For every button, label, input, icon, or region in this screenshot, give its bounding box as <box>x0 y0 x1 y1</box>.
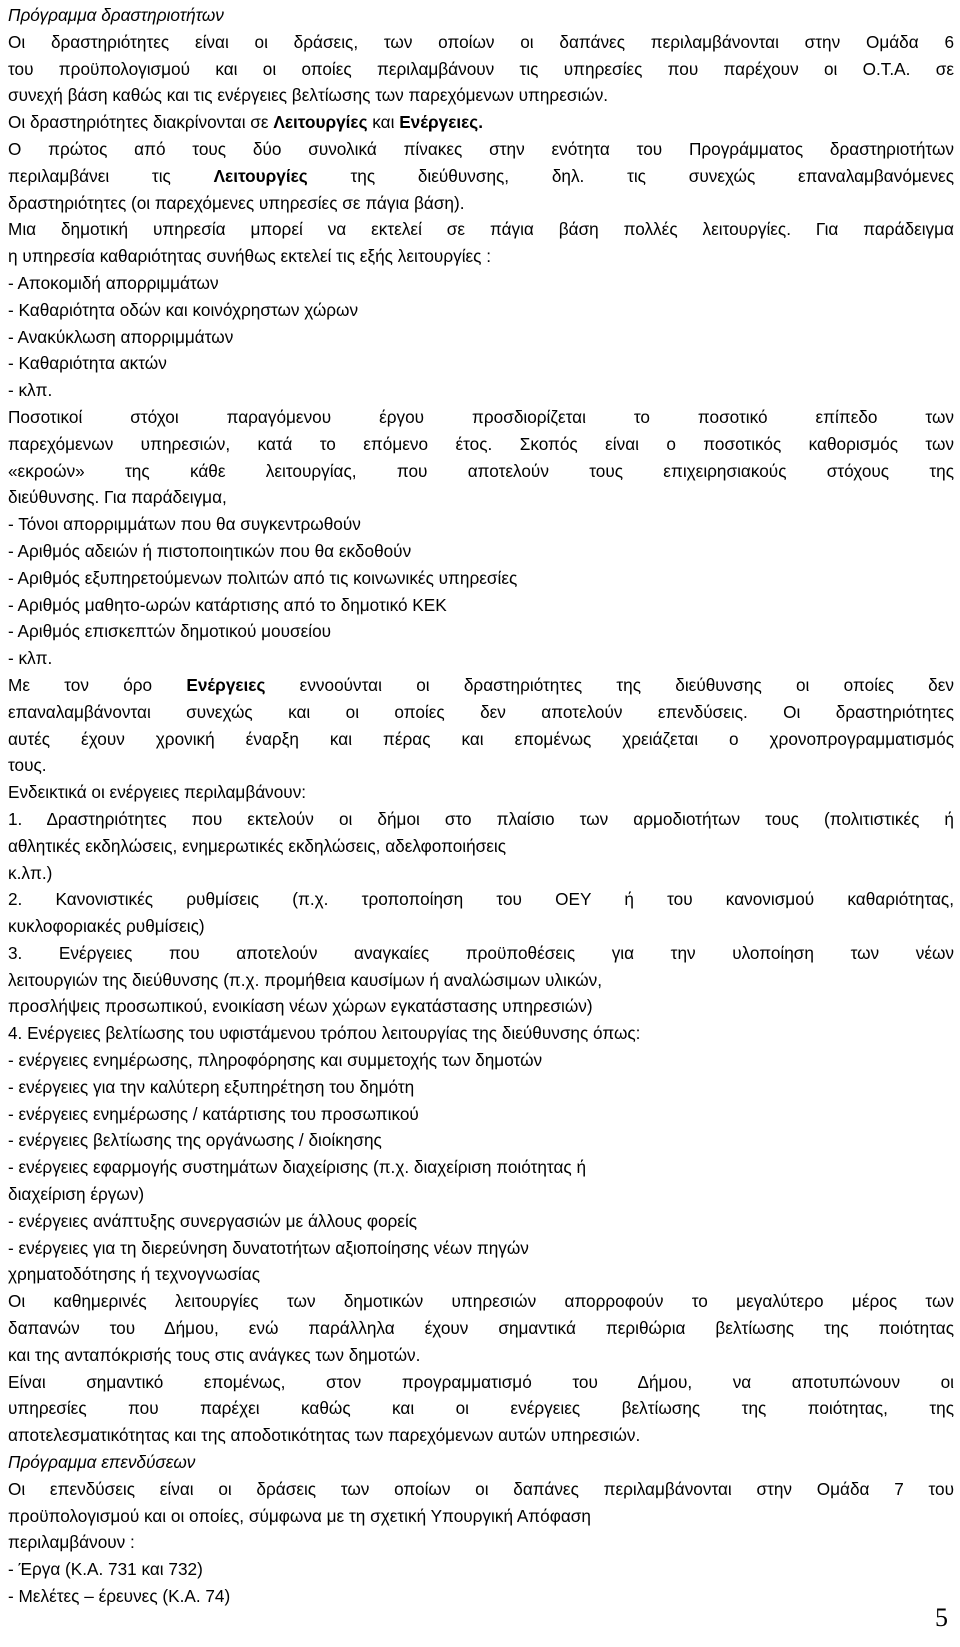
bold-term-actions: Ενέργειες <box>186 674 266 695</box>
paragraph-line: αυτές έχουν χρονική έναρξη και πέρας και επομένως χρειάζεται ο χρονοπρογραμματισμός <box>8 728 954 749</box>
numbered-item-line: 3. Ενέργειες που αποτελούν αναγκαίες προϋποθέσεις για την υλοποίηση των νέων <box>8 942 954 963</box>
list-item: - Αποκομιδή απορριμμάτων <box>8 272 219 293</box>
list-item: - ενέργειες για την καλύτερη εξυπηρέτηση του δημότη <box>8 1076 415 1097</box>
section-heading-investments: Πρόγραμμα επενδύσεων <box>8 1452 196 1473</box>
paragraph-line: Ενδεικτικά οι ενέργειες περιλαμβάνουν: <box>8 782 307 803</box>
numbered-item-line: προσλήψεις προσωπικού, ενοικίαση νέων χώρων εγκατάστασης υπηρεσιών) <box>8 996 593 1017</box>
paragraph-line: δραστηριότητες (οι παρεχόμενες υπηρεσίες σε πάγια βάση). <box>8 192 465 213</box>
list-item: - Τόνοι απορριμμάτων που θα συγκεντρωθούν <box>8 514 361 535</box>
text-run: της διεύθυνσης, δηλ. τις συνεχώς επαναλαμβανόμενες <box>307 165 954 186</box>
paragraph-line: περιλαμβάνουν : <box>8 1532 135 1553</box>
text-run: Οι δραστηριότητες διακρίνονται σε <box>8 112 274 133</box>
paragraph-line: αποτελεσματικότητας και της αποδοτικότητας των παρεχόμενων αυτών υπηρεσιών. <box>8 1425 641 1446</box>
list-item: - Έργα (Κ.Α. 731 και 732) <box>8 1559 203 1580</box>
list-item: - ενέργειες βελτίωσης της οργάνωσης / διοίκησης <box>8 1130 382 1151</box>
text-run: και <box>367 112 400 133</box>
paragraph-line: Οι δραστηριότητες είναι οι δράσεις, των οποίων οι δαπάνες περιλαμβάνονται στην Ομάδα 6 <box>8 31 954 52</box>
list-item: - Καθαριότητα ακτών <box>8 353 167 374</box>
paragraph-line: Μια δημοτική υπηρεσία μπορεί να εκτελεί σε πάγια βάση πολλές λειτουργίες. Για παράδειγμα <box>8 219 954 240</box>
list-item: - Ανακύκλωση απορριμμάτων <box>8 326 234 347</box>
list-item: - Αριθμός εξυπηρετούμενων πολιτών από τις κοινωνικές υπηρεσίες <box>8 567 518 588</box>
list-item: - ενέργειες ανάπτυξης συνεργασιών με άλλους φορείς <box>8 1210 418 1231</box>
list-item: διαχείριση έργων) <box>8 1184 145 1205</box>
text-run: εννοούνται οι δραστηριότητες της διεύθυνσης οι οποίες δεν <box>265 674 955 695</box>
list-item: - ενέργειες ενημέρωσης / κατάρτισης του προσωπικού <box>8 1103 419 1124</box>
paragraph-line: Ποσοτικοί στόχοι παραγόμενου έργου προσδιορίζεται το ποσοτικό επίπεδο των <box>8 406 954 427</box>
list-item: - κλπ. <box>8 648 53 669</box>
list-item: χρηματοδότησης ή τεχνογνωσίας <box>8 1264 260 1285</box>
bold-term-actions: Ενέργειες <box>399 112 479 133</box>
paragraph-line: και της ανταπόκρισής τους στις ανάγκες των δημοτών. <box>8 1344 421 1365</box>
numbered-item-line: λειτουργιών της διεύθυνσης (π.χ. προμήθεια καυσίμων ή αναλώσιμων υλικών, <box>8 969 603 990</box>
list-item: - Αριθμός μαθητο-ωρών κατάρτισης από το δημοτικό ΚΕΚ <box>8 594 447 615</box>
list-item: - Μελέτες – έρευνες (Κ.Α. 74) <box>8 1586 231 1607</box>
numbered-item-line: 4. Ενέργειες βελτίωσης του υφιστάμενου τρόπου λειτουργίας της διεύθυνσης όπως: <box>8 1023 641 1044</box>
section-heading-activities: Πρόγραμμα δραστηριοτήτων <box>8 5 224 25</box>
numbered-item-line: αθλητικές εκδηλώσεις, ενημερωτικές εκδηλώσεις, αδελφοποιήσεις <box>8 835 507 856</box>
numbered-item-line: κ.λπ.) <box>8 862 53 883</box>
list-item: - Καθαριότητα οδών και κοινόχρηστων χώρων <box>8 299 359 320</box>
numbered-item-line: κυκλοφοριακές ρυθμίσεις) <box>8 916 205 937</box>
paragraph-line: επαναλαμβάνονται συνεχώς και οι οποίες δεν αποτελούν επενδύσεις. Οι δραστηριότητες <box>8 701 954 722</box>
paragraph-line: του προϋπολογισμού και οι οποίες περιλαμβάνουν τις υπηρεσίες που παρέχουν οι Ο.Τ.Α. σε <box>8 58 954 79</box>
paragraph-line: τους. <box>8 755 47 776</box>
numbered-item-line: 1. Δραστηριότητες που εκτελούν οι δήμοι στο πλαίσιο των αρμοδιοτήτων τους (πολιτιστικές ή <box>8 808 954 829</box>
list-item: - Αριθμός αδειών ή πιστοποιητικών που θα εκδοθούν <box>8 540 412 561</box>
paragraph-line <box>8 163 954 190</box>
list-item: - ενέργειες ενημέρωσης, πληροφόρησης και συμμετοχής των δημοτών <box>8 1050 543 1071</box>
paragraph-line: Οι επενδύσεις είναι οι δράσεις των οποίων οι δαπάνες περιλαμβάνονται στην Ομάδα 7 του <box>8 1478 954 1499</box>
page-number: 5 <box>935 1603 948 1632</box>
paragraph-line: Ο πρώτος από τους δύο συνολικά πίνακες στην ενότητα του Προγράμματος δραστηριοτήτων <box>8 138 954 159</box>
bold-term-functions: Λειτουργίες <box>213 165 308 186</box>
document-body <box>8 2 954 1610</box>
paragraph-line: Είναι σημαντικό επομένως, στον προγραμματισμό του Δήμου, να αποτυπώνουν οι <box>8 1371 954 1392</box>
paragraph-line: συνεχή βάση καθώς και τις ενέργειες βελτίωσης των παρεχόμενων υπηρεσιών. <box>8 85 609 106</box>
list-item: - κλπ. <box>8 380 53 401</box>
paragraph-line: η υπηρεσία καθαριότητας συνήθως εκτελεί τις εξής λειτουργίες : <box>8 246 492 267</box>
numbered-item-line: 2. Κανονιστικές ρυθμίσεις (π.χ. τροποποίηση του ΟΕΥ ή του κανονισμού καθαριότητας, <box>8 889 954 910</box>
paragraph-line: διεύθυνσης. Για παράδειγμα, <box>8 487 227 508</box>
paragraph-line: παρεχόμενων υπηρεσιών, κατά το επόμενο έτος. Σκοπός είναι ο ποσοτικός καθορισμός των <box>8 433 954 454</box>
paragraph-line: Οι καθημερινές λειτουργίες των δημοτικών υπηρεσιών απορροφούν το μεγαλύτερο μέρος των <box>8 1291 954 1312</box>
list-item: - Αριθμός επισκεπτών δημοτικού μουσείου <box>8 621 332 642</box>
text-run: περιλαμβάνει τις <box>8 165 214 186</box>
paragraph-line <box>8 109 954 136</box>
list-item: - ενέργειες εφαρμογής συστημάτων διαχείρισης (π.χ. διαχείριση ποιότητας ή <box>8 1157 587 1178</box>
text-run: . <box>478 112 483 133</box>
paragraph-line: «εκροών» της κάθε λειτουργίας, που αποτελούν τους επιχειρησιακούς στόχους της <box>8 460 954 481</box>
list-item: - ενέργειες για τη διερεύνηση δυνατοτήτων αξιοποίησης νέων πηγών <box>8 1237 529 1258</box>
bold-term-functions: Λειτουργίες <box>273 112 368 133</box>
paragraph-line: προϋπολογισμού και οι οποίες, σύμφωνα με τη σχετική Υπουργική Απόφαση <box>8 1505 591 1526</box>
paragraph-line <box>8 672 954 699</box>
paragraph-line: υπηρεσίες που παρέχει καθώς και οι ενέργειες βελτίωσης της ποιότητας, της <box>8 1398 954 1419</box>
text-run: Με τον όρο <box>8 674 187 695</box>
paragraph-line: δαπανών του Δήμου, ενώ παράλληλα έχουν σημαντικά περιθώρια βελτίωσης της ποιότητας <box>8 1318 954 1339</box>
